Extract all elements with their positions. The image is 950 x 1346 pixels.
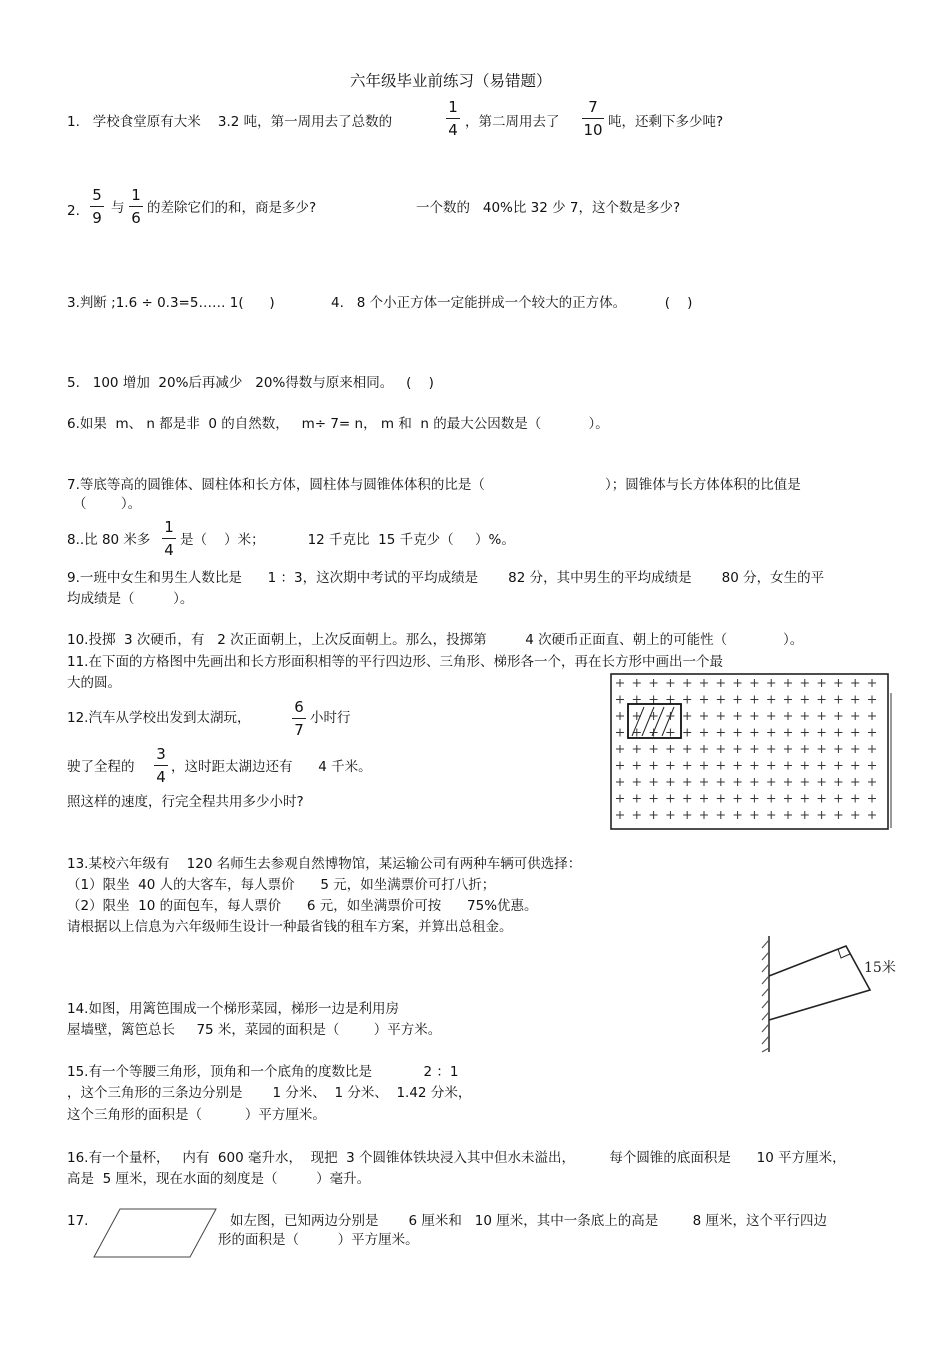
q12-text-e: 照这样的速度，行完全程共用多少小时? — [67, 794, 304, 810]
q1-text-a: 1. 学校食堂原有大米 3.2 吨，第一周用去了总数的 — [67, 114, 393, 130]
question-14-line-2: 屋墙壁，篱笆总长 75 米，菜园的面积是（ ）平方米。 — [67, 1022, 442, 1038]
q12-fraction-1 — [292, 698, 306, 739]
parallelogram-figure — [92, 1206, 220, 1262]
question-6: 6.如果 m、 n 都是非 0 的自然数， m÷ 7= n， m 和 n 的最大公因数是（ ）。 — [67, 416, 609, 432]
q8-text-a: 8..比 80 米多 — [67, 532, 151, 548]
q12-text-c: 驶了全程的 — [67, 759, 135, 775]
q2-mid: 与 — [111, 200, 125, 216]
q12-f2-numerator: 3 — [156, 745, 166, 763]
fig14-label: 15米 — [864, 960, 896, 976]
grid-figure — [610, 673, 895, 831]
question-7-line-2: （ ）。 — [73, 496, 142, 512]
q12-f2-denominator: 4 — [156, 768, 166, 786]
q12-f1-numerator: 6 — [294, 698, 304, 716]
question-13-line-1: 13.某校六年级有 120 名师生去参观自然博物馆，某运输公司有两种车辆可供选择： — [67, 856, 582, 872]
question-15-line-1: 15.有一个等腰三角形，顶角和一个底角的度数比是 2 ：1 — [67, 1064, 459, 1080]
q1-fraction-1 — [446, 98, 460, 139]
q2-fraction-2 — [129, 186, 143, 227]
question-11-line-1: 11.在下面的方格图中先画出和长方形面积相等的平行四边形、三角形、梯形各一个，再在长方形中画出一个最 — [67, 654, 723, 670]
q2-number: 2. — [67, 203, 80, 219]
question-9-line-2: 均成绩是（ ）。 — [67, 591, 194, 607]
q1-text-c: 吨，还剩下多少吨? — [608, 114, 724, 130]
question-17-number: 17. — [67, 1213, 89, 1229]
question-17-line-2: 形的面积是（ ）平方厘米。 — [218, 1232, 419, 1248]
question-13-line-4: 请根据以上信息为六年级师生设计一种最省钱的租车方案，并算出总租金。 — [67, 919, 513, 935]
q2-f2-denominator: 6 — [131, 209, 141, 227]
q8-f-numerator: 1 — [164, 518, 174, 536]
q1-f2-denominator: 10 — [583, 121, 603, 139]
page-title: 六年级毕业前练习（易错题） — [350, 72, 552, 90]
q2-end: 的差除它们的和，商是多少? — [147, 200, 317, 216]
question-15-line-2: ，这个三角形的三条边分别是 1 分米、 1 分米、 1.42 分米， — [67, 1085, 472, 1101]
question-9-line-1: 9.一班中女生和男生人数比是 1 ：3，这次期中考试的平均成绩是 82 分，其中男生的平均成绩是 80 分，女生的平 — [67, 570, 825, 586]
q1-fraction-2 — [582, 98, 604, 139]
q12-text-d: ，这时距太湖边还有 4 千米。 — [171, 759, 372, 775]
question-14-line-1: 14.如图，用篱笆围成一个梯形菜园，梯形一边是利用房 — [67, 1001, 399, 1017]
question-13-line-2: （1）限坐 40 人的大客车，每人票价 5 元，如坐满票价可打八折； — [67, 877, 496, 893]
question-7-line-1: 7.等底等高的圆锥体、圆柱体和长方体，圆柱体与圆锥体体积的比是（ ）；圆锥体与长方体体积的比值是 — [67, 477, 801, 493]
q2-f1-denominator: 9 — [92, 209, 102, 227]
q1-text-b: ，第二周用去了 — [465, 114, 560, 130]
q2-f1-numerator: 5 — [92, 186, 102, 204]
q2-right: 一个数的 40%比 32 少 7，这个数是多少? — [416, 200, 681, 216]
q12-f1-denominator: 7 — [294, 721, 304, 739]
question-16-line-1: 16.有一个量杯， 内有 600 毫升水， 现把 3 个圆锥体铁块浸入其中但水未溢出， 每个圆锥的底面积是 10 平方厘米， — [67, 1150, 846, 1166]
question-13-line-3: （2）限坐 10 的面包车，每人票价 6 元，如坐满票价可按 75%优惠。 — [67, 898, 538, 914]
q1-f1-numerator: 1 — [448, 98, 458, 116]
question-17-line-1: 如左图，已知两边分别是 6 厘米和 10 厘米，其中一条底上的高是 8 厘米，这个平行四边 — [230, 1213, 827, 1229]
q12-text-b: 小时行 — [310, 710, 351, 726]
q2-f2-numerator: 1 — [131, 186, 141, 204]
trapezoid-wall-figure — [760, 932, 905, 1054]
q12-text-a: 12.汽车从学校出发到太湖玩， — [67, 710, 251, 726]
question-3: 3.判断 ;1.6 ÷ 0.3=5…… 1( ) — [67, 295, 275, 311]
question-16-line-2: 高是 5 厘米，现在水面的刻度是（ ）毫升。 — [67, 1171, 371, 1187]
q1-f1-denominator: 4 — [448, 121, 458, 139]
question-4: 4. 8 个小正方体一定能拼成一个较大的正方体。 ( ) — [331, 295, 693, 311]
q8-text-b: 是（ ）米； 12 千克比 15 千克少（ ）%。 — [180, 532, 515, 548]
q1-f2-numerator: 7 — [588, 98, 598, 116]
question-10: 10.投掷 3 次硬币，有 2 次正面朝上，上次反面朝上。那么，投掷第 4 次硬币正面直、朝上的可能性（ ）。 — [67, 632, 804, 648]
question-15-line-3: 这个三角形的面积是（ ）平方厘米。 — [67, 1107, 326, 1123]
q8-fraction — [162, 518, 176, 559]
q8-f-denominator: 4 — [164, 541, 174, 559]
q2-fraction-1 — [90, 186, 104, 227]
q12-fraction-2 — [154, 745, 168, 786]
question-5: 5. 100 增加 20%后再减少 20%得数与原来相同。 ( ) — [67, 375, 434, 391]
question-11-line-2: 大的圆。 — [67, 675, 121, 691]
